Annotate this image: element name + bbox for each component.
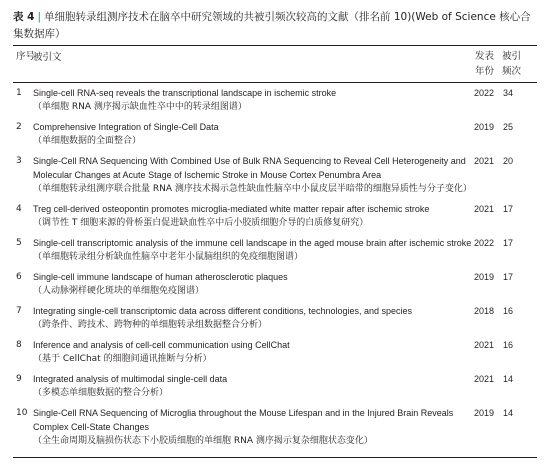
citation-count: 20 xyxy=(503,156,514,166)
citation-cell xyxy=(33,202,473,230)
column-header-title: 被引文 xyxy=(33,52,62,63)
table-caption xyxy=(13,9,537,43)
citation-cell xyxy=(33,338,473,366)
table-label: 表 4 xyxy=(13,11,35,23)
publication-year: 2018 xyxy=(474,306,495,316)
citation-title-zh: （单细胞转录组测序联合批量 RNA 测序技术揭示急性缺血性脑卒中小鼠皮层半暗带的细胞异质性与分子变化） xyxy=(33,184,472,194)
row-number: 5 xyxy=(16,238,22,248)
citation-title-zh: （多模态单细胞数据的整合分析） xyxy=(33,388,169,398)
publication-year: 2021 xyxy=(474,156,495,166)
publication-year: 2022 xyxy=(474,88,495,98)
table-bottom-rule xyxy=(13,457,537,458)
table-row xyxy=(0,270,550,298)
citation-title-en: Single-cell transcriptomic analysis of the immune cell landscape in the aged mouse brain after ischemic stroke xyxy=(33,238,472,248)
citation-title-en: Integrating single-cell transcriptomic data across different conditions, technologies, and species xyxy=(33,306,413,316)
citation-cell xyxy=(33,86,473,114)
citation-title-en: Integrated analysis of multimodal single-cell data xyxy=(33,374,228,384)
citation-cell xyxy=(33,372,473,400)
citation-count: 14 xyxy=(503,374,514,384)
row-number: 3 xyxy=(16,156,22,166)
citation-title-zh: （跨条件、跨技术、跨物种的单细胞转录组数据整合分析） xyxy=(33,320,268,330)
table-row xyxy=(0,120,550,148)
citation-count: 17 xyxy=(503,238,514,248)
citation-count: 25 xyxy=(503,122,514,132)
table-row xyxy=(0,304,550,332)
publication-year: 2021 xyxy=(474,374,495,384)
citation-count: 14 xyxy=(503,408,514,418)
citation-title-zh: （人动脉粥样硬化斑块的单细胞免疫图谱） xyxy=(33,286,205,296)
publication-year: 2019 xyxy=(474,408,495,418)
row-number: 10 xyxy=(16,408,28,418)
citation-cell xyxy=(33,154,473,196)
publication-year: 2021 xyxy=(474,204,495,214)
publication-year: 2019 xyxy=(474,272,495,282)
publication-year: 2019 xyxy=(474,122,495,132)
table-top-rule xyxy=(13,45,537,46)
table-row xyxy=(0,86,550,114)
citation-count: 17 xyxy=(503,272,514,282)
citation-title-en: Single-Cell RNA Sequencing of Microglia throughout the Mouse Lifespan and in the Injured Brain Reveals Complex Cell-State Changes xyxy=(33,408,454,432)
citation-title-en: Single-Cell RNA Sequencing With Combined Use of Bulk RNA Sequencing to Reveal Cell Heterogeneity and Molecular Changes at Acute Stage of Ischemic Stroke in Mouse Cortex Penumbra Area xyxy=(33,156,466,180)
caption-text: 单细胞转录组测序技术在脑卒中研究领域的共被引频次较高的文献（排名前 10)(Web of Science 核心合集数据库） xyxy=(13,11,531,40)
citation-title-en: Treg cell-derived osteopontin promotes microglia-mediated white matter repair after ischemic stroke xyxy=(33,204,430,214)
table-row xyxy=(0,202,550,230)
table-row xyxy=(0,406,550,448)
row-number: 1 xyxy=(16,88,22,98)
citation-title-zh: （基于 CellChat 的细胞间通讯推断与分析） xyxy=(33,354,212,364)
publication-year: 2021 xyxy=(474,340,495,350)
citation-cell xyxy=(33,406,473,448)
citation-cell xyxy=(33,270,473,298)
citation-title-zh: （调节性 T 细胞来源的骨桥蛋白促进缺血性卒中后小胶质细胞介导的白质修复研究） xyxy=(33,218,369,228)
citation-title-en: Comprehensive Integration of Single-Cell Data xyxy=(33,122,219,132)
table-row xyxy=(0,338,550,366)
citation-cell xyxy=(33,236,473,264)
row-number: 8 xyxy=(16,340,22,350)
citation-title-zh: （单细胞数据的全面整合） xyxy=(33,136,142,146)
column-header-cites: 被引频次 xyxy=(502,51,522,77)
table-row xyxy=(0,154,550,196)
column-header-no: 序号 xyxy=(16,51,36,62)
citation-count: 17 xyxy=(503,204,514,214)
row-number: 7 xyxy=(16,306,22,316)
citation-title-zh: （单细胞 RNA 测序揭示缺血性卒中中的转录组图谱） xyxy=(33,102,247,112)
column-header-year: 发表年份 xyxy=(475,51,495,77)
citation-count: 16 xyxy=(503,340,514,350)
citation-title-en: Single-cell RNA-seq reveals the transcriptional landscape in ischemic stroke xyxy=(33,88,337,98)
citation-count: 16 xyxy=(503,306,514,316)
citation-title-en: Single-cell immune landscape of human atherosclerotic plaques xyxy=(33,272,288,282)
table-row xyxy=(0,372,550,400)
row-number: 4 xyxy=(16,204,22,214)
citation-title-en: Inference and analysis of cell-cell communication using CellChat xyxy=(33,340,290,350)
row-number: 2 xyxy=(16,122,22,132)
citation-cell xyxy=(33,304,473,332)
citation-title-zh: （单细胞转录组分析缺血性脑卒中老年小鼠脑组织的免疫细胞图谱） xyxy=(33,252,304,262)
table-body xyxy=(0,86,550,454)
table-header-rule xyxy=(13,82,537,83)
citation-title-zh: （全生命周期及脑损伤状态下小胶质细胞的单细胞 RNA 测序揭示复杂细胞状态变化） xyxy=(33,436,373,446)
row-number: 9 xyxy=(16,374,22,384)
citation-cell xyxy=(33,120,473,148)
table-row xyxy=(0,236,550,264)
row-number: 6 xyxy=(16,272,22,282)
publication-year: 2022 xyxy=(474,238,495,248)
caption-separator: | xyxy=(37,11,42,23)
citation-count: 34 xyxy=(503,88,514,98)
